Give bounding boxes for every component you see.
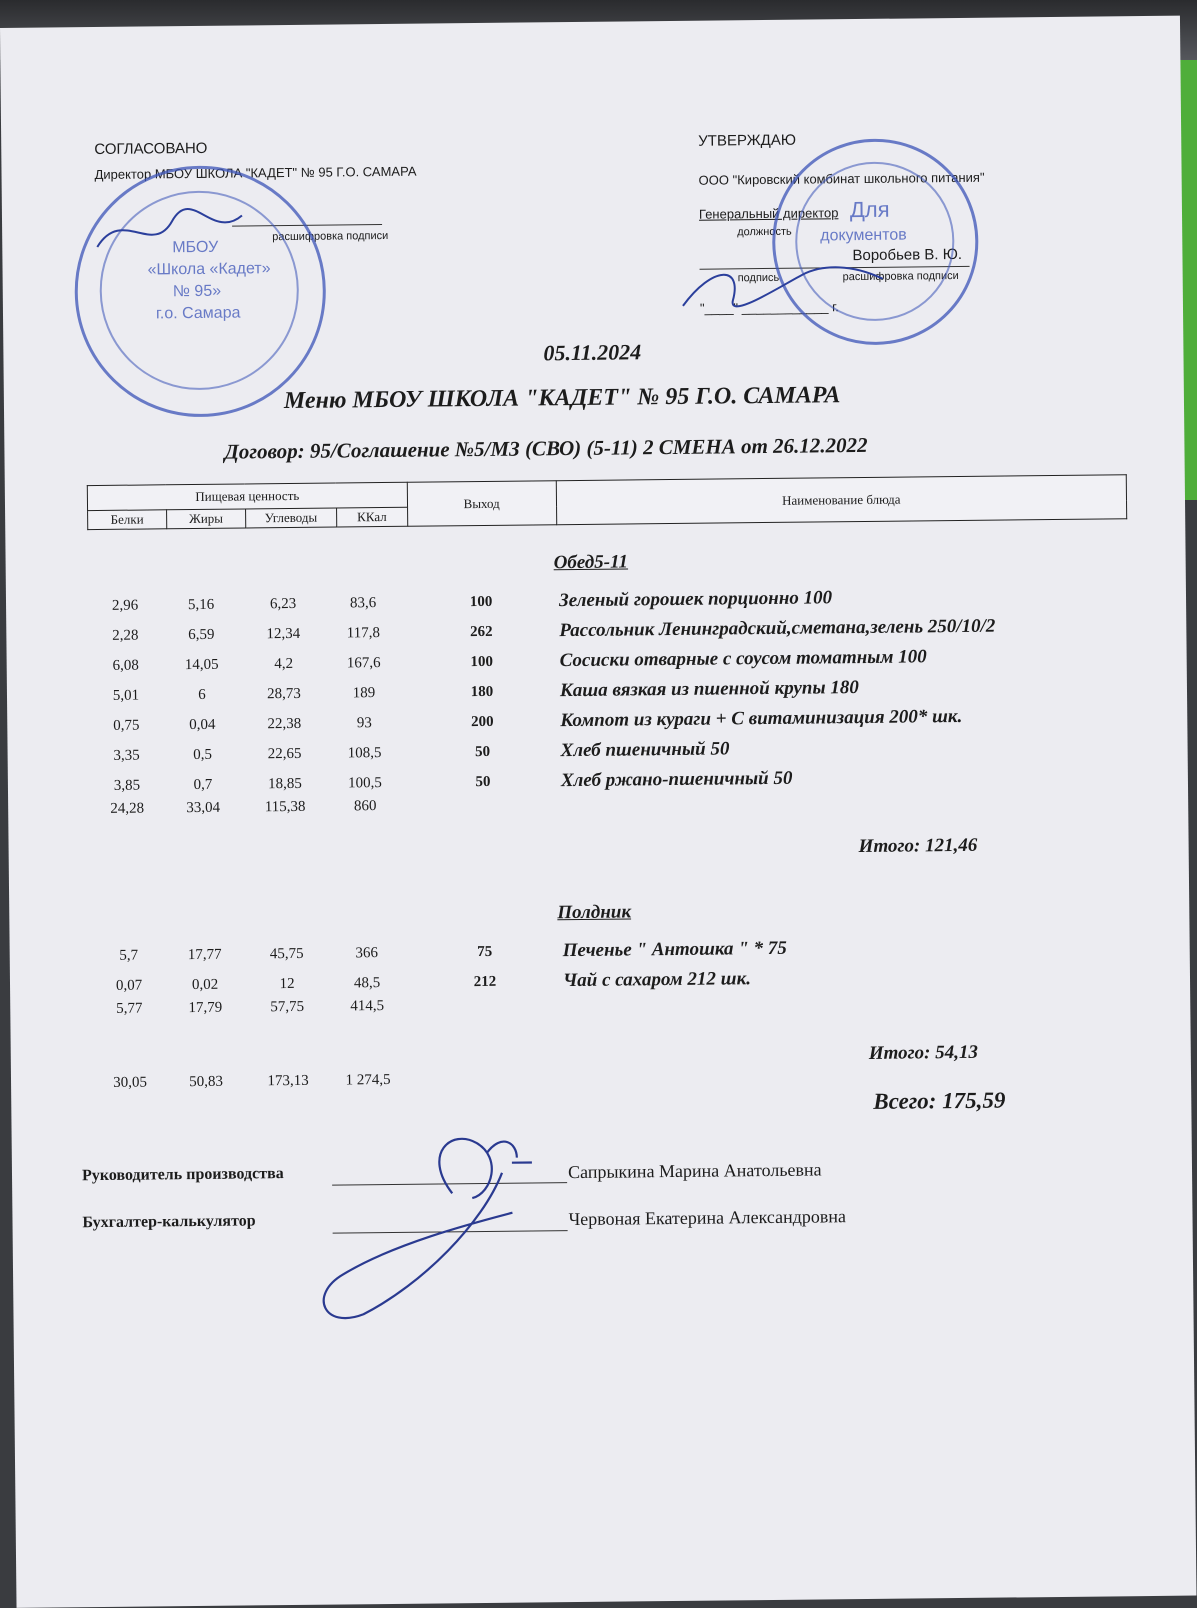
cell-output: 75	[477, 943, 493, 961]
cell-dish-name: Печенье " Антошка " * 75	[562, 937, 787, 962]
cell-fats: 5,16	[187, 596, 215, 614]
cell-dish-name: Хлеб ржано-пшеничный 50	[560, 767, 793, 792]
cell-proteins: 3,85	[113, 777, 141, 794]
sum-fats: 17,79	[188, 999, 223, 1017]
grand-fats: 50,83	[189, 1073, 224, 1091]
cell-kcal: 100,5	[347, 775, 382, 792]
grand-carbs: 173,13	[267, 1072, 309, 1090]
cell-kcal: 167,6	[346, 655, 381, 672]
section-title-snack: Полдник	[557, 901, 632, 924]
sum-kcal: 414,5	[350, 998, 385, 1015]
col-fats: Жиры	[166, 509, 245, 529]
cell-dish-name: Компот из кураги + С витаминизация 200* шк.	[560, 705, 963, 732]
cell-fats: 0,5	[193, 746, 213, 764]
sum-carbs: 115,38	[264, 798, 306, 816]
nutrition-header: Пищевая ценность	[87, 482, 407, 510]
cell-kcal: 117,8	[346, 625, 381, 642]
output-header: Выход	[407, 481, 556, 527]
cell-output: 50	[475, 743, 491, 761]
left-stamp-text-3: № 95»	[172, 282, 222, 301]
cell-fats: 0,04	[189, 716, 216, 734]
sum-fats: 33,04	[186, 799, 221, 817]
cell-proteins: 3,35	[113, 747, 140, 764]
section-title-lunch: Обед5-11	[553, 551, 629, 574]
menu-title: Меню МБОУ ШКОЛА "КАДЕТ" № 95 Г.О. САМАРА	[283, 382, 841, 415]
bottom-handwritten-signature	[301, 1112, 563, 1335]
cell-kcal: 93	[356, 715, 372, 732]
cell-fats: 6	[198, 686, 206, 703]
cell-proteins: 6,08	[112, 657, 139, 674]
left-stamp-text-2: «Школа «Кадет»	[147, 260, 271, 279]
dish-name-header: Наименование блюда	[556, 475, 1127, 525]
cell-carbs: 22,38	[267, 715, 302, 733]
cell-proteins: 0,07	[115, 977, 143, 994]
cell-proteins: 2,28	[112, 627, 139, 644]
menu-date: 05.11.2024	[543, 339, 642, 366]
cell-proteins: 0,75	[113, 717, 140, 734]
grand-proteins: 30,05	[113, 1074, 148, 1091]
production-manager-label: Руководитель производства	[81, 1165, 284, 1185]
cell-carbs: 28,73	[267, 685, 301, 703]
cell-kcal: 48,5	[353, 975, 381, 992]
cell-dish-name: Каша вязкая из пшенной крупы 180	[559, 677, 859, 702]
cell-carbs: 12	[279, 975, 295, 993]
cell-kcal: 83,6	[349, 595, 377, 612]
grand-total: Всего: 175,59	[873, 1087, 1006, 1114]
sum-carbs: 57,75	[270, 998, 305, 1016]
accountant-label: Бухгалтер-калькулятор	[82, 1212, 256, 1232]
cell-kcal: 189	[352, 685, 376, 702]
cell-carbs: 12,34	[266, 625, 301, 643]
cell-proteins: 5,01	[112, 687, 140, 704]
cell-dish-name: Зеленый горошек порционно 100	[558, 587, 833, 612]
cell-output: 100	[470, 653, 493, 671]
col-carbs: Углеводы	[245, 508, 336, 528]
signature-caption: подпись	[737, 271, 780, 285]
cell-output: 180	[470, 683, 494, 701]
right-stamp-text-2: документов	[820, 226, 907, 245]
cell-carbs: 6,23	[269, 595, 297, 613]
cell-dish-name: Хлеб пшеничный 50	[560, 738, 730, 762]
document-page	[0, 16, 1196, 1608]
col-proteins: Белки	[88, 510, 167, 530]
cell-proteins: 5,7	[119, 947, 139, 964]
agreed-label: СОГЛАСОВАНО	[94, 139, 208, 159]
cell-carbs: 4,2	[274, 655, 294, 673]
lunch-total: Итого: 121,46	[858, 834, 978, 858]
cell-output: 262	[470, 623, 493, 641]
director-line: Директор МБОУ ШКОЛА "КАДЕТ" № 95 Г.О. САМАРА	[94, 163, 417, 183]
cell-output: 50	[475, 773, 491, 791]
cell-output: 212	[473, 973, 497, 991]
left-stamp-text-4: г.о. Самара	[155, 304, 241, 323]
decoding-caption: расшифровка подписи	[842, 269, 959, 284]
accountant-name: Червоная Екатерина Александровна	[568, 1206, 847, 1230]
cell-kcal: 108,5	[347, 745, 382, 762]
director-name: Воробьев В. Ю.	[852, 245, 963, 265]
date-line: "____" ____________ г.	[699, 299, 839, 316]
cell-fats: 0,02	[191, 976, 219, 994]
cell-fats: 0,7	[193, 776, 213, 794]
col-kcal: ККал	[336, 507, 407, 527]
contract-line: Договор: 95/Соглашение №5/МЗ (СВО) (5-11) 2 СМЕНА от 26.12.2022	[224, 432, 868, 464]
cell-output: 200	[470, 713, 494, 731]
sum-kcal: 860	[353, 798, 377, 815]
cell-proteins: 2,96	[111, 597, 139, 614]
left-handwritten-signature	[92, 195, 253, 267]
menu-table-header	[87, 474, 1127, 530]
approved-label: УТВЕРЖДАЮ	[698, 131, 797, 150]
sum-proteins: 24,28	[110, 800, 145, 817]
snack-total: Итого: 54,13	[868, 1041, 979, 1064]
cell-carbs: 45,75	[269, 945, 304, 963]
cell-fats: 6,59	[188, 626, 215, 644]
grand-kcal: 1 274,5	[345, 1071, 391, 1089]
cell-dish-name: Сосиски отварные с соусом томатным 100	[559, 646, 927, 672]
right-handwritten-signature	[672, 244, 893, 326]
sum-proteins: 5,77	[116, 1000, 143, 1017]
cell-carbs: 18,85	[267, 775, 302, 793]
cell-dish-name: Чай с сахаром 212 шк.	[562, 968, 752, 992]
left-stamp-text-1: МБОУ	[172, 238, 219, 257]
cell-fats: 14,05	[184, 656, 219, 674]
company-name: ООО "Кировский комбинат школьного питания"	[698, 169, 985, 188]
cell-fats: 17,77	[187, 946, 222, 964]
right-stamp-text-1: Для	[849, 196, 890, 223]
cell-kcal: 366	[355, 945, 379, 962]
director-position: Генеральный директор	[698, 205, 839, 222]
cell-carbs: 22,65	[267, 745, 302, 763]
left-decoding-caption: расшифровка подписи	[272, 229, 389, 244]
cell-output: 100	[469, 593, 493, 611]
production-manager-name: Сапрыкина Марина Анатольевна	[567, 1159, 822, 1183]
cell-dish-name: Рассольник Ленинградский,сметана,зелень 250/10/2	[559, 615, 996, 642]
position-caption: должность	[737, 225, 792, 239]
